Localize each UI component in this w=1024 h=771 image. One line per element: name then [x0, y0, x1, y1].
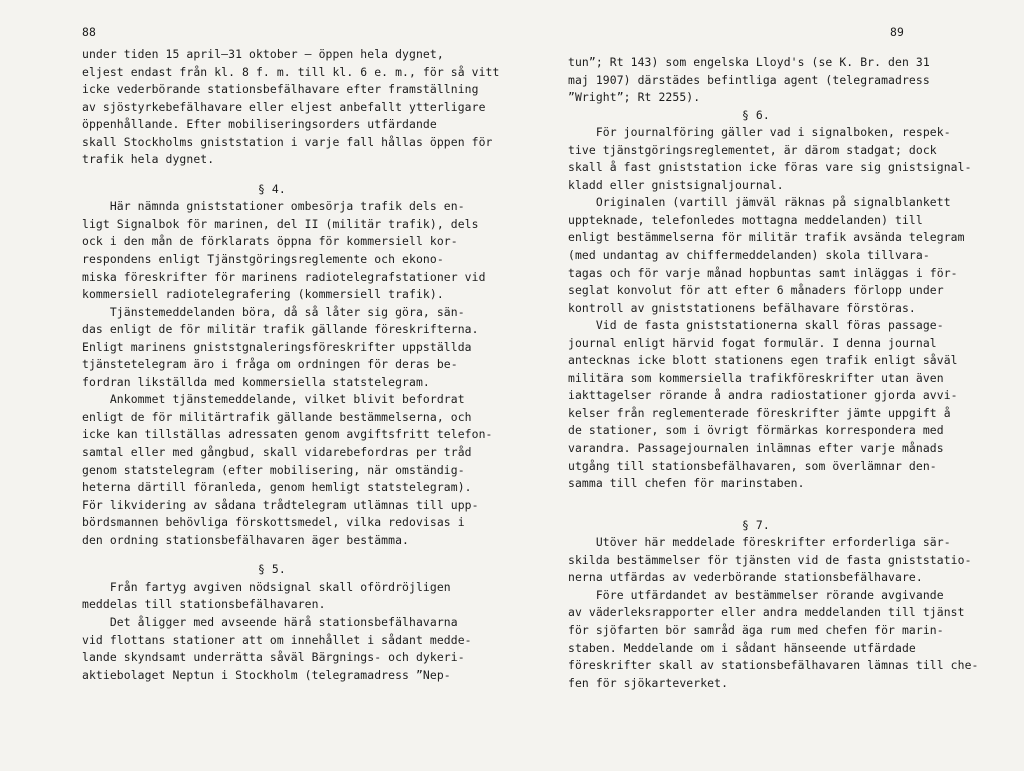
text-line: Tjänstemeddelanden böra, då så låter sig göra, sän-	[82, 304, 465, 319]
text-line: staben. Meddelande om i sådant hänseende utfärdade	[568, 640, 916, 655]
text-line: För likvidering av sådana trådtelegram utlämnas till upp-	[82, 497, 479, 512]
section-heading: § 7.	[742, 517, 770, 532]
text-line: den ordning stationsbefälhavaren äger bestämma.	[82, 532, 410, 547]
text-line: eljest endast från kl. 8 f. m. till kl. 6 e. m., för så vitt	[82, 64, 500, 79]
text-line: ligt Signalbok för marinen, del II (militär trafik), dels	[82, 216, 479, 231]
text-line: meddelas till stationsbefälhavaren.	[82, 597, 326, 612]
text-line: fen för sjökarteverket.	[568, 675, 729, 690]
text-line: kelser från reglementerade föreskrifter jämte uppgift å	[568, 405, 951, 420]
section-heading: § 6.	[742, 107, 770, 122]
text-line: seglat konvolut för att efter 6 månaders förlopp under	[568, 283, 944, 298]
text-line: Ankommet tjänstemeddelande, vilket blivit befordrat	[82, 392, 465, 407]
text-line: av väderleksrapporter eller andra meddelanden till tjänst	[568, 605, 965, 620]
page-text	[82, 46, 500, 684]
text-line: för sjöfarten bör samråd äga rum med chefen för marin-	[568, 622, 944, 637]
text-line: miska föreskrifter för marinens radiotelegrafstationer vid	[82, 269, 486, 284]
text-line: nerna utfärdas av vederbörande stationsbefälhavare.	[568, 570, 923, 585]
text-line: fordran likställda med kommersiella statstelegram.	[82, 374, 430, 389]
section-heading: § 5.	[258, 562, 286, 577]
text-line: skilda bestämmelser för tjänsten vid de fasta gniststatio-	[568, 552, 972, 567]
text-line: under tiden 15 april—31 oktober — öppen hela dygnet,	[82, 47, 444, 61]
text-line: kommersiell radiotelegrafering (kommersiell trafik).	[82, 287, 444, 302]
text-line: (med undantag av chiffermeddelanden) skola tillvara-	[568, 248, 930, 263]
text-line: ”Wright”; Rt 2255).	[568, 90, 701, 105]
right-page	[512, 0, 1024, 771]
text-line: lande skyndsamt underrätta såväl Bärgnings- och dykeri-	[82, 650, 465, 665]
text-line: tjänstetelegram äro i fråga om ordningen för deras be-	[82, 357, 458, 372]
text-line: Vid de fasta gniststationerna skall föras passage-	[568, 318, 944, 333]
text-line: das enligt de för militär trafik gällande föreskrifterna.	[82, 322, 479, 337]
section-heading: § 4.	[258, 181, 286, 196]
text-line: samtal eller med gångbud, skall vidarebefordras per tråd	[82, 445, 472, 460]
text-line: icke kan tillställas adressaten genom avgiftsfritt telefon-	[82, 427, 493, 442]
text-line: Det åligger med avseende härå stationsbefälhavarna	[82, 614, 458, 629]
text-line: vid flottans stationer att om innehållet i sådant medde-	[82, 632, 472, 647]
text-line: skall Stockholms gniststation i varje fall hållas öppen för	[82, 134, 493, 149]
text-line: heterna därtill föranleda, genom hemligt statstelegram).	[82, 480, 472, 495]
text-line: icke vederbörande stationsbefälhavare efter framställning	[82, 82, 479, 97]
text-line: maj 1907) därstädes befintliga agent (telegramadress	[568, 72, 930, 87]
text-line: Här nämnda gniststationer ombesörja trafik dels en-	[82, 199, 465, 214]
text-line: öppenhållande. Efter mobiliseringsorders utfärdande	[82, 117, 437, 132]
text-line: varandra. Passagejournalen inlämnas efter varje månads	[568, 441, 944, 456]
text-line: de stationer, som i övrigt förmärkas korrespondera med	[568, 423, 944, 438]
text-line: enligt bestämmelserna för militär trafik avsända telegram	[568, 230, 965, 245]
page-number: 89	[890, 25, 904, 39]
text-line: iakttagelser rörande å andra radiostationer gjorda avvi-	[568, 388, 958, 403]
text-line: militära som kommersiella trafikföreskrifter utan även	[568, 370, 944, 385]
text-line: föreskrifter skall av stationsbefälhavaren lämnas till che-	[568, 658, 979, 673]
text-line: journal enligt härvid fogat formulär. I denna journal	[568, 335, 937, 350]
text-line: tun”; Rt 143) som engelska Lloyd's (se K. Br. den 31	[568, 55, 930, 69]
text-line: Före utfärdandet av bestämmelser rörande avgivande	[568, 587, 944, 602]
text-line: Utöver här meddelade föreskrifter erforderliga sär-	[568, 535, 951, 550]
text-line: uppteknade, telefonledes mottagna meddelanden) till	[568, 212, 923, 227]
text-line: aktiebolaget Neptun i Stockholm (telegramadress ”Nep-	[82, 667, 451, 682]
text-line: bördsmannen behövliga förskottsmedel, vilka redovisas i	[82, 515, 465, 530]
text-line: tagas och för varje månad hopbuntas samt inläggas i för-	[568, 265, 958, 280]
text-line: samma till chefen för marinstaben.	[568, 476, 805, 491]
page-text	[568, 54, 980, 692]
text-line: ock i den mån de förklarats öppna för kommersiell kor-	[82, 234, 458, 249]
text-line: Från fartyg avgiven nödsignal skall ofördröjligen	[82, 579, 451, 594]
text-line: tive tjänstgöringsreglementet, är därom stadgat; dock	[568, 142, 937, 157]
text-line: För journalföring gäller vad i signalboken, respek-	[568, 125, 951, 140]
text-line: enligt de för militärtrafik gällande bestämmelserna, och	[82, 409, 472, 424]
text-line: respondens enligt Tjänstgöringsreglemente och ekono-	[82, 252, 444, 267]
text-line: kladd eller gnistsignaljournal.	[568, 177, 784, 192]
text-line: utgång till stationsbefälhavaren, som överlämnar den-	[568, 458, 937, 473]
text-line: kontroll av gniststationens befälhavare förstöras.	[568, 300, 916, 315]
text-line: Originalen (vartill jämväl räknas på signalblankett	[568, 195, 951, 210]
text-line: Enligt marinens gniststgnaleringsföreskrifter uppställda	[82, 339, 472, 354]
text-line: genom statstelegram (efter mobilisering, när omständig-	[82, 462, 465, 477]
text-line: antecknas icke blott stationens egen trafik enligt såväl	[568, 353, 958, 368]
page-number: 88	[82, 25, 96, 39]
text-line: trafik hela dygnet.	[82, 152, 215, 167]
text-line: av sjöstyrkebefälhavare eller eljest anbefallt ytterligare	[82, 99, 486, 114]
text-line: skall å fast gniststation icke föras vare sig gnistsignal-	[568, 160, 972, 175]
